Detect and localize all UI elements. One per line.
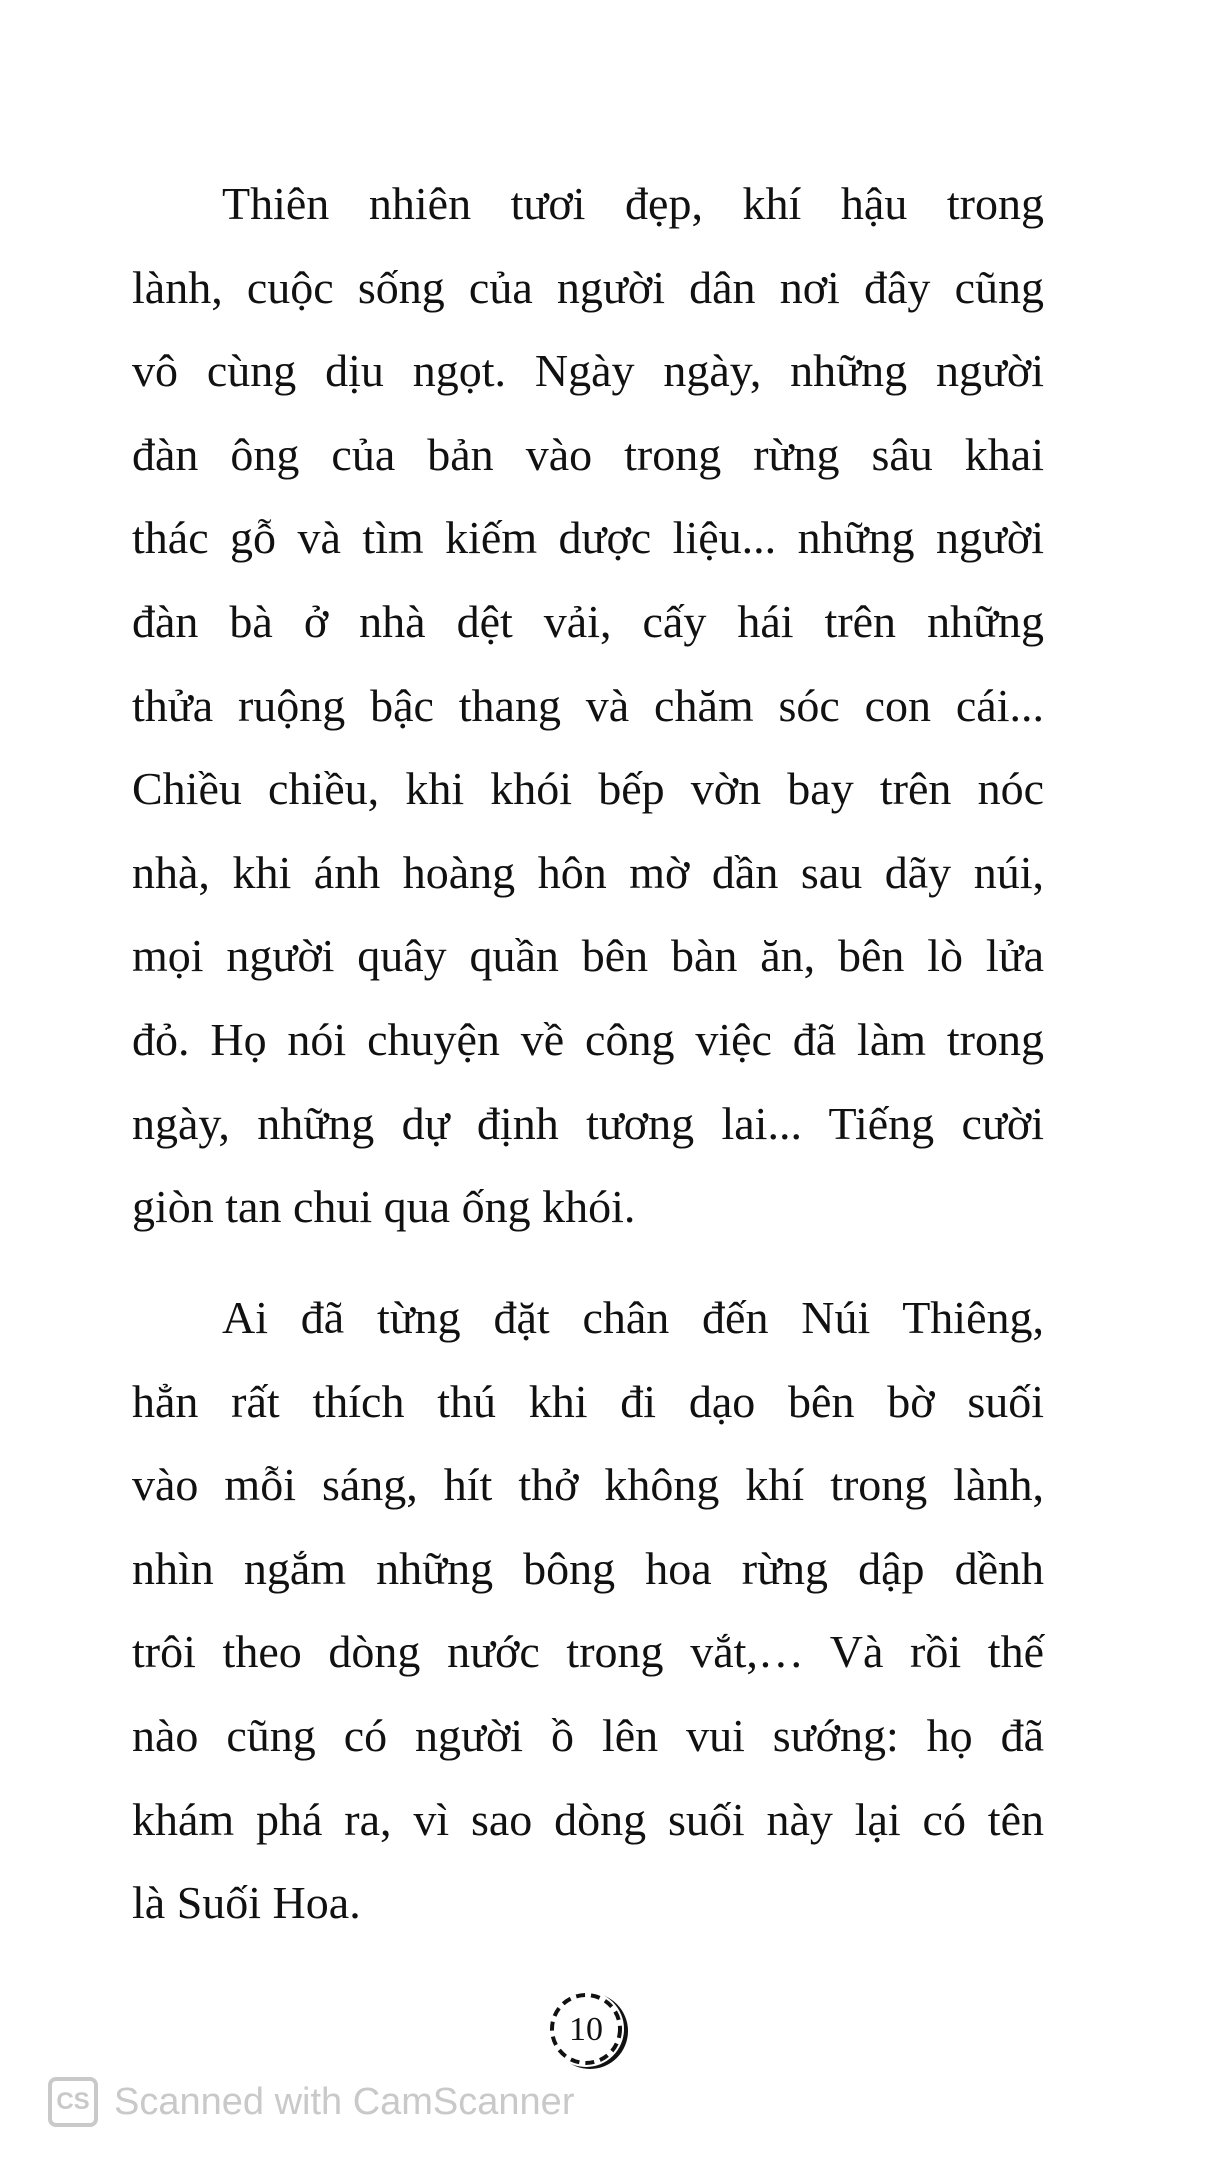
text-line: Ai đã từng đặt chân đến Núi Thiêng, (222, 1292, 1044, 1343)
camscanner-logo-icon: CS (48, 2077, 98, 2127)
text-line: ngày, những dự định tương lai... Tiếng cười (132, 1097, 1044, 1149)
text-line: thác gỗ và tìm kiếm dược liệu... những người (132, 512, 1044, 564)
text-line: mọi người quây quần bên bàn ăn, bên lò lửa (132, 930, 1044, 982)
text-line: nào cũng có người ồ lên vui sướng: họ đã (132, 1709, 1044, 1761)
text-line: nhà, khi ánh hoàng hôn mờ dần sau dãy núi, (132, 846, 1044, 898)
text-line: Thiên nhiên tươi đẹp, khí hậu trong (222, 178, 1044, 229)
text-line: trôi theo dòng nước trong vắt,… Và rồi thế (132, 1626, 1044, 1678)
text-line: nhìn ngắm những bông hoa rừng dập dềnh (132, 1542, 1044, 1594)
text-line: thửa ruộng bậc thang và chăm sóc con cái... (132, 679, 1044, 731)
text-line: khám phá ra, vì sao dòng suối này lại có tên (132, 1793, 1044, 1845)
text-line: vào mỗi sáng, hít thở không khí trong lành, (132, 1459, 1044, 1511)
text-line: lành, cuộc sống của người dân nơi đây cũng (132, 261, 1044, 313)
paragraph-2 (132, 1276, 1044, 1945)
text-line: đàn ông của bản vào trong rừng sâu khai (132, 428, 1044, 480)
page-number-text: 10 (569, 2011, 603, 2048)
watermark-text: Scanned with CamScanner (114, 2080, 575, 2123)
page-number (544, 1985, 640, 2081)
text-line: hẳn rất thích thú khi đi dạo bên bờ suối (132, 1375, 1044, 1427)
text-line: vô cùng dịu ngọt. Ngày ngày, những người (132, 345, 1044, 397)
paragraph-1 (132, 162, 1044, 1249)
camscanner-watermark (48, 2074, 574, 2130)
text-line: là Suối Hoa. (132, 1877, 361, 1929)
text-line: đàn bà ở nhà dệt vải, cấy hái trên những (132, 595, 1044, 647)
text-line: đỏ. Họ nói chuyện về công việc đã làm trong (132, 1013, 1044, 1065)
text-line: Chiều chiều, khi khói bếp vờn bay trên nóc (132, 763, 1044, 815)
text-line: giòn tan chui qua ống khói. (132, 1181, 636, 1233)
